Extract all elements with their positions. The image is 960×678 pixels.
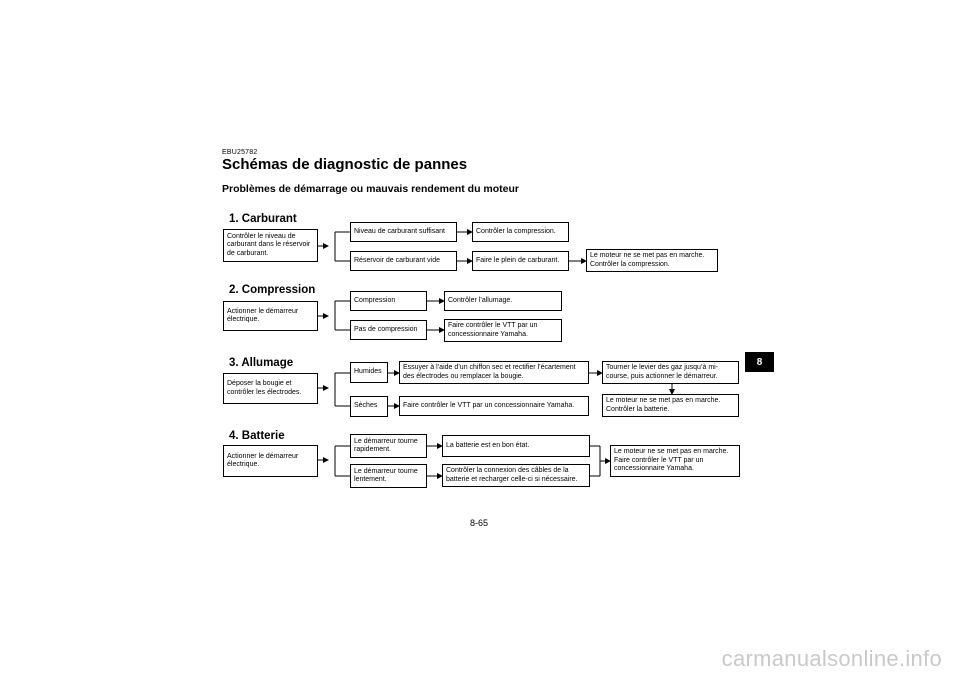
carburant-start-box: Contrôler le niveau de carburant dans le réservoir de carburant. [223,229,318,262]
allumage-start-box: Déposer la bougie et contrôler les électrodes. [223,373,318,404]
compression-nok-action-box: Faire contrôler le VTT par un concessionnaire Yamaha. [444,319,562,342]
compression-ok-action-box: Contrôler l’allumage. [444,291,562,311]
chapter-tab: 8 [745,352,774,372]
allumage-dry-box: Sèches [350,396,388,417]
page-subtitle: Problèmes de démarrage ou mauvais rendement du moteur [222,183,520,195]
section-heading-compression: 2. Compression [229,284,316,296]
section-heading-carburant: 1. Carburant [229,213,297,225]
compression-start-box: Actionner le démarreur électrique. [223,301,318,331]
carburant-nok-action-box: Faire le plein de carburant. [472,251,569,271]
batterie-fast-action-box: La batterie est en bon état. [442,435,590,457]
batterie-result-box: Le moteur ne se met pas en marche. Faire contrôler le VTT par un concessionnaire Yamaha. [610,445,740,477]
section-heading-batterie: 4. Batterie [229,430,285,442]
allumage-wet-next-box: Tourner le levier des gaz jusqu’à mi-course, puis actionner le démarreur. [602,361,739,384]
batterie-slow-action-box: Contrôler la connexion des câbles de la batterie et recharger celle-ci si nécessaire. [442,464,590,487]
allumage-wet-action-box: Essuyer à l’aide d’un chiffon sec et rectifier l’écartement des électrodes ou remplacer la bougie. [399,361,589,384]
watermark: carmanualsonline.info [721,646,942,671]
allumage-dry-action-box: Faire contrôler le VTT par un concessionnaire Yamaha. [399,396,589,416]
batterie-fast-box: Le démarreur tourne rapidement. [350,434,427,458]
allumage-wet-box: Humides [350,362,388,383]
page-title: Schémas de diagnostic de pannes [222,156,468,173]
compression-nok-box: Pas de compression [350,320,427,340]
carburant-ok-box: Niveau de carburant suffisant [350,222,457,242]
page-number: 8-65 [470,518,489,528]
carburant-ok-action-box: Contrôler la compression. [472,222,569,242]
allumage-result-box: Le moteur ne se met pas en marche. Contrôler la batterie. [602,394,739,417]
section-heading-allumage: 3. Allumage [229,357,294,369]
section-code: EBU25782 [222,149,258,156]
carburant-result-box: Le moteur ne se met pas en marche. Contrôler la compression. [586,249,718,272]
batterie-slow-box: Le démarreur tourne lentement. [350,464,427,488]
carburant-nok-box: Réservoir de carburant vide [350,251,457,271]
batterie-start-box: Actionner le démarreur électrique. [223,445,318,477]
compression-ok-box: Compression [350,291,427,311]
